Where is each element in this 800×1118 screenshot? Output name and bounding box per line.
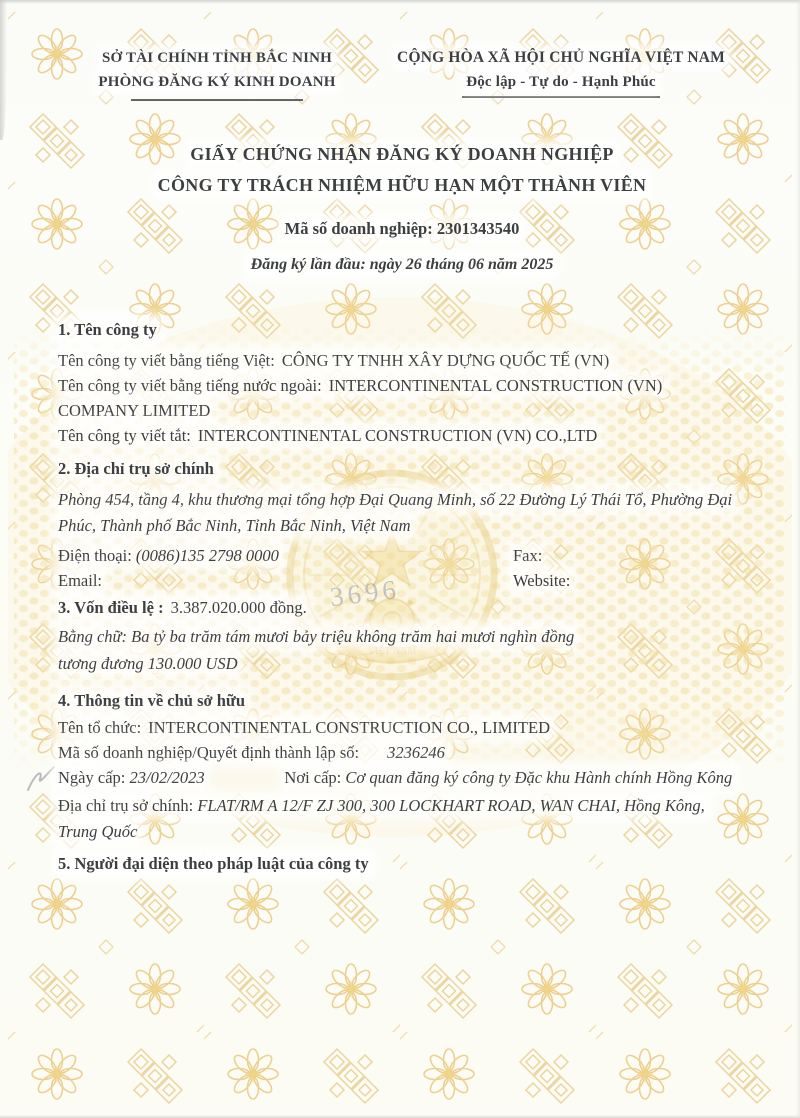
issue-place-label: Nơi cấp: <box>284 768 342 787</box>
section-heading-owner: 4. Thông tin về chủ sở hữu <box>58 691 246 710</box>
owner-reg-number-line <box>58 740 746 765</box>
certificate-title-line2: CÔNG TY TRÁCH NHIỆM HỮU HẠN MỘT THÀNH VIÊN <box>157 175 647 195</box>
abbreviation-value: INTERCONTINENTAL CONSTRUCTION (VN) CO.,LTD <box>197 426 598 445</box>
charter-capital-in-words: Bằng chữ: Ba tỷ ba trăm tám mươi bảy triệu không trăm hai mươi nghìn đồng <box>58 627 575 646</box>
charter-capital-amount: 3.387.020.000 đồng. <box>170 598 307 617</box>
owner-address-value: FLAT/RM A 12/F ZJ 300, 300 LOCKHART ROAD, WAN CHAI, Hồng Kông, Trung Quốc <box>58 796 705 841</box>
certificate-title-line1: GIẤY CHỨNG NHẬN ĐĂNG KÝ DOANH NGHIỆP <box>190 144 614 164</box>
issue-date-value: 23/02/2023 <box>129 768 205 787</box>
enterprise-code-label: Mã số doanh nghiệp: <box>284 219 433 238</box>
owner-issue-row <box>58 765 746 791</box>
scan-edge-top <box>0 0 800 4</box>
head-office-address: Phòng 454, tầng 4, khu thương mại tổng hợp Đại Quang Minh, số 22 Đường Lý Thái Tổ, Phường Đại Phúc, Thành phố Bắc Ninh, Tỉnh Bắc Ninh, Việt Nam <box>58 490 733 535</box>
abbreviation-label: Tên công ty viết tắt: <box>58 426 191 445</box>
website-label: Website: <box>513 571 571 590</box>
scan-edge-right <box>796 0 800 1118</box>
national-motto-block <box>376 46 746 101</box>
foreign-name-value: INTERCONTINENTAL CONSTRUCTION (VN) COMPANY LIMITED <box>58 376 663 420</box>
email-website-row <box>58 568 746 593</box>
issuing-authority-block <box>58 46 376 101</box>
first-registration-line: Đăng ký lần đầu: ngày 26 tháng 06 năm 2025 <box>250 256 554 273</box>
enterprise-code-line <box>58 216 746 241</box>
section-heading-company-name: 1. Tên công ty <box>58 320 157 339</box>
org-name-value: INTERCONTINENTAL CONSTRUCTION CO., LIMITED <box>148 718 550 737</box>
handwritten-note: 3696 <box>328 573 402 613</box>
motto-line: Độc lập - Tự do - Hạnh Phúc <box>466 74 656 90</box>
republic-line: CỘNG HÒA XÃ HỘI CHỦ NGHĨA VIỆT NAM <box>397 49 725 66</box>
company-name-vietnamese-line <box>58 348 746 373</box>
phone-fax-row <box>58 543 746 568</box>
motto-underline <box>462 96 660 98</box>
charter-capital-line <box>58 595 746 620</box>
section-heading-charter-capital: 3. Vốn điều lệ : <box>58 598 164 617</box>
company-name-abbreviation-line <box>58 423 746 448</box>
certificate-title-block <box>58 139 746 201</box>
phone-label: Điện thoại: <box>58 546 132 565</box>
org-name-label: Tên tổ chức: <box>58 718 142 737</box>
reg-number-value: 3236246 <box>387 743 445 762</box>
company-name-foreign-line <box>58 373 685 423</box>
emblem-banner-text: VIỆT NAM <box>367 646 417 657</box>
vietnamese-name-label: Tên công ty viết bằng tiếng Việt: <box>58 351 275 370</box>
section-heading-head-office: 2. Địa chỉ trụ sở chính <box>58 459 214 478</box>
issue-place-value: Cơ quan đăng ký công ty Đặc khu Hành chính Hồng Kông <box>345 768 733 787</box>
email-label: Email: <box>58 571 102 590</box>
document-header <box>58 46 746 101</box>
enterprise-code-value: 2301343540 <box>436 219 520 238</box>
owner-address-line <box>58 793 720 845</box>
phone-value: (0086)135 2798 0000 <box>135 546 279 565</box>
owner-org-name-line <box>58 715 746 740</box>
owner-address-label: Địa chỉ trụ sở chính: <box>58 796 194 815</box>
issuer-underline <box>131 99 303 101</box>
issuer-name-line1: SỞ TÀI CHÍNH TỈNH BẮC NINH <box>101 50 333 66</box>
fax-label: Fax: <box>513 546 543 565</box>
section-heading-representative: 5. Người đại diện theo pháp luật của công ty <box>58 854 369 873</box>
issue-date-label: Ngày cấp: <box>58 768 126 787</box>
issuer-name-line2: PHÒNG ĐĂNG KÝ KINH DOANH <box>98 74 336 90</box>
foreign-name-label: Tên công ty viết bằng tiếng nước ngoài: <box>58 376 322 395</box>
reg-number-label: Mã số doanh nghiệp/Quyết định thành lập số: <box>58 743 360 762</box>
vietnamese-name-value: CÔNG TY TNHH XÂY DỰNG QUỐC TẾ (VN) <box>281 351 610 370</box>
charter-capital-equivalent: tương đương 130.000 USD <box>58 654 238 673</box>
